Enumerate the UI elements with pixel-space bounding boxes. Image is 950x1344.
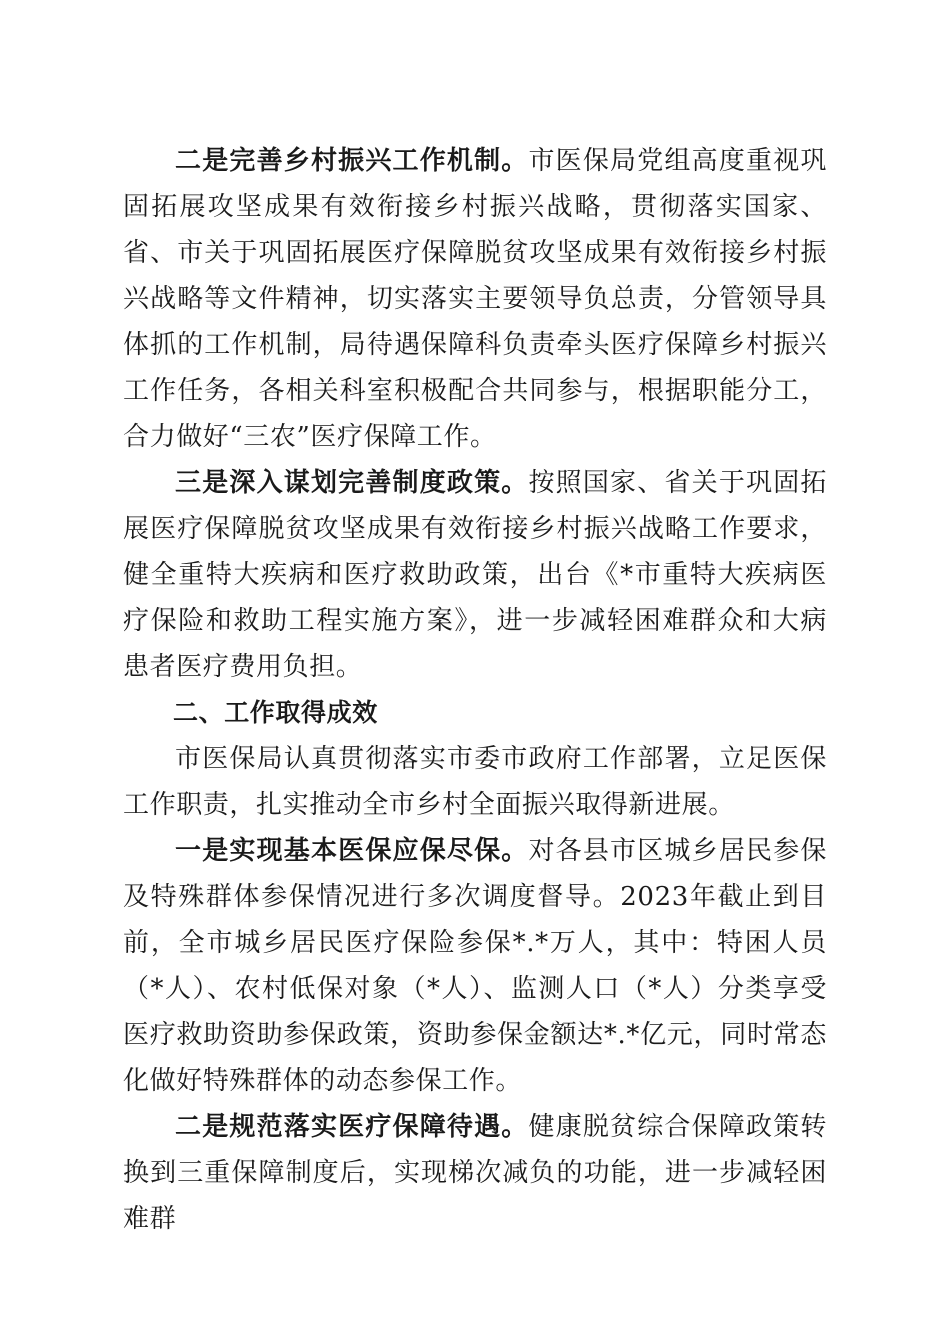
- paragraph-intro: [123, 736, 827, 828]
- document-page: [123, 138, 827, 1242]
- section-heading: 二、工作取得成效: [173, 698, 378, 727]
- paragraph-text: 市医保局认真贯彻落实市委市政府工作部署，立足医保工作职责，扎实推动全市乡村全面振兴取得新进展。: [123, 744, 827, 820]
- paragraph-lead: 三是深入谋划完善制度政策。: [175, 468, 529, 498]
- paragraph-text: 市医保局党组高度重视巩固拓展攻坚成果有效衔接乡村振兴战略，贯彻落实国家、省、市关于巩固拓展医疗保障脱贫攻坚成果有效衔接乡村振兴战略等文件精神，切实落实主要领导负总责，分管领导具体抓的工作机制，局待遇保障科负责牵头医疗保障乡村振兴工作任务，各相关科室积极配合共同参与，根据职能分工，合力做好“三农”医疗保障工作。: [123, 146, 827, 452]
- paragraph-coverage: [123, 828, 827, 1104]
- paragraph-text: 按照国家、省关于巩固拓展医疗保障脱贫攻坚成果有效衔接乡村振兴战略工作要求，健全重特大疾病和医疗救助政策，出台《*市重特大疾病医疗保险和救助工程实施方案》，进一步减轻困难群众和大病患者医疗费用负担。: [123, 468, 827, 682]
- paragraph-benefits: [123, 1104, 827, 1242]
- paragraph-lead: 二是完善乡村振兴工作机制。: [175, 146, 529, 176]
- paragraph-lead: 二是规范落实医疗保障待遇。: [175, 1112, 529, 1142]
- paragraph-text: 健康脱贫综合保障政策转换到三重保障制度后，实现梯次减负的功能，进一步减轻困难群: [123, 1112, 827, 1234]
- paragraph-lead: 一是实现基本医保应保尽保。: [175, 836, 529, 866]
- paragraph-text: 对各县市区城乡居民参保及特殊群体参保情况进行多次调度督导。2023年截止到目前，全市城乡居民医疗保险参保*.*万人，其中：特困人员（*人）、农村低保对象（*人）、监测人口（*人）分类享受医疗救助资助参保政策，资助参保金额达*.*亿元，同时常态化做好特殊群体的动态参保工作。: [123, 836, 827, 1096]
- paragraph-mechanism: [123, 138, 827, 460]
- paragraph-policy: [123, 460, 827, 690]
